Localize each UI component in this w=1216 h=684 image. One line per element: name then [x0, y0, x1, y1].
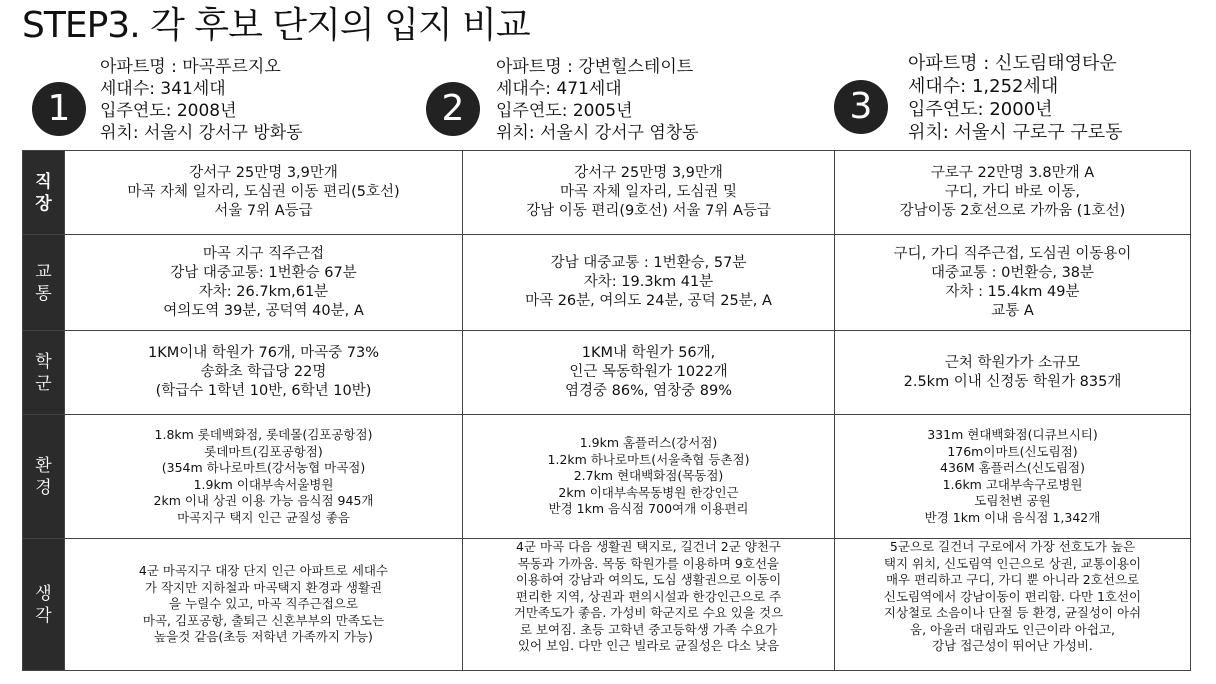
move-in-year: 입주연도: 2000년	[908, 99, 1053, 120]
table-row-transport	[23, 235, 1191, 331]
table-row-thoughts	[23, 539, 1191, 671]
row-header: 교통	[23, 235, 65, 331]
candidate-1-badge	[32, 82, 86, 136]
page-title: STEP3. 각 후보 단지의 입지 비교	[22, 5, 530, 46]
location: 위치: 서울시 강서구 염창동	[496, 123, 699, 143]
apartment-name: 아파트명 : 마곡푸르지오	[100, 57, 281, 77]
row-header: 생각	[23, 539, 65, 671]
table-cell: 4군 마곡지구 대장 단지 인근 아파트로 세대수 가 작지만 지하철과 마곡택지 환경과 생활권 을 누릴수 있고, 마곡 직주근접으로 마곡, 김포공항, 출퇴근 신혼부부의 만족도는 높을것 같음(초등 저학년 가족까지 가능)	[65, 539, 463, 671]
move-in-year: 입주연도: 2005년	[496, 101, 633, 121]
table-cell: 근처 학원가가 소규모 2.5km 이내 신정동 학원가 835개	[835, 331, 1191, 415]
table-cell: 1KM내 학원가 56개, 인근 목동학원가 1022개 염경중 86%, 염창중 89%	[463, 331, 835, 415]
table-cell: 구로구 22만명 3.8만개 A 구디, 가디 바로 이동, 강남이동 2호선으로 가까움 (1호선)	[835, 151, 1191, 235]
table-cell: 331m 현대백화점(디큐브시티) 176m이마트(신도림점) 436M 홈플러스(신도림점) 1.6km 고대부속구로병원 도림천변 공원 반경 1km 이내 음식점 1,342개	[835, 415, 1191, 539]
table-row-work	[23, 151, 1191, 235]
household-count: 세대수: 341세대	[100, 79, 226, 99]
table-row-school	[23, 331, 1191, 415]
table-cell: 1.9km 홈플러스(강서점) 1.2km 하나로마트(서울축협 등촌점) 2.7km 현대백화점(목동점) 2km 이대부속목동병원 한강인근 반경 1km 음식점 700여개 이용편리	[463, 415, 835, 539]
row-header: 학군	[23, 331, 65, 415]
comparison-table	[22, 150, 1191, 671]
apartment-name: 아파트명 : 강변힐스테이트	[496, 57, 694, 77]
table-cell: 1.8km 롯데백화점, 롯데몰(김포공항점) 롯데마트(김포공항점) (354m 하나로마트(강서농협 마곡점) 1.9km 이대부속서울병원 2km 이내 상권 이용 가능 음식점 945개 마곡지구 택지 인근 균질성 좋음	[65, 415, 463, 539]
location: 위치: 서울시 강서구 방화동	[100, 123, 303, 143]
table-cell: 5군으로 길건너 구로에서 가장 선호도가 높은 택지 위치, 신도림역 인근으로 상권, 교통이용이 매우 편리하고 구디, 가디 뿐 아니라 2호선으로 신도림역에서 강남이동이 편리함. 다만 1호선이 지상철로 소음이나 단절 등 환경, 균질성이 아쉬 움, 아울러 대림과도 인근이라 아쉽고, 강남 접근성이 뛰어난 가성비.	[835, 539, 1191, 671]
candidate-3-info	[908, 52, 1123, 144]
table-cell: 마곡 지구 직주근접 강남 대중교통: 1번환승 67분 자차: 26.7km,61분 여의도역 39분, 공덕역 40분, A	[65, 235, 463, 331]
table-cell: 강서구 25만명 3,9만개 마곡 자체 일자리, 도심권 및 강남 이동 편리(9호선) 서울 7위 A등급	[463, 151, 835, 235]
candidate-1-info	[100, 56, 303, 144]
candidate-number: 3	[849, 86, 873, 127]
table-cell: 강남 대중교통 : 1번환승, 57분 자차: 19.3km 41분 마곡 26분, 여의도 24분, 공덕 25분, A	[463, 235, 835, 331]
candidate-2-badge	[426, 82, 480, 136]
candidate-2-info	[496, 56, 699, 144]
household-count: 세대수: 471세대	[496, 79, 622, 99]
table-row-environment	[23, 415, 1191, 539]
candidate-3-badge	[834, 80, 888, 134]
candidate-number: 1	[47, 88, 71, 129]
apartment-name: 아파트명 : 신도림태영타운	[908, 53, 1117, 74]
location: 위치: 서울시 구로구 구로동	[908, 122, 1123, 143]
household-count: 세대수: 1,252세대	[908, 76, 1059, 97]
row-header: 환경	[23, 415, 65, 539]
candidate-number: 2	[441, 88, 465, 129]
table-cell: 1KM이내 학원가 76개, 마곡중 73% 송화초 학급당 22명 (학급수 1학년 10반, 6학년 10반)	[65, 331, 463, 415]
row-header: 직장	[23, 151, 65, 235]
table-cell: 구디, 가디 직주근접, 도심권 이동용이 대중교통 : 0번환승, 38분 자차 : 15.4km 49분 교통 A	[835, 235, 1191, 331]
move-in-year: 입주연도: 2008년	[100, 101, 237, 121]
table-cell: 4군 마곡 다음 생활권 택지로, 길건너 2군 양천구 목동과 가까움. 목동 학원가를 이용하며 9호선을 이용하여 강남과 여의도, 도심 생활권으로 이동이 편리한 지역, 상권과 편의시설과 한강인근으로 주 거만족도가 좋음. 가성비 학군지로 수요 있을 것으 로 보여짐. 초등 고학년 중고등학생 가족 수요가 있어 보임. 다만 인근 빌라로 균질성은 다소 낮음	[463, 539, 835, 671]
table-cell: 강서구 25만명 3,9만개 마곡 자체 일자리, 도심권 이동 편리(5호선) 서울 7위 A등급	[65, 151, 463, 235]
